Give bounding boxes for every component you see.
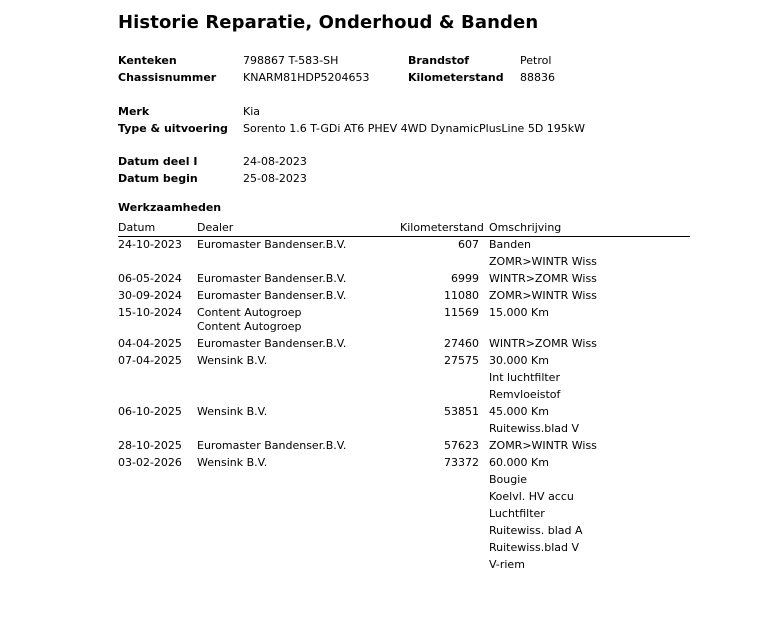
- description-line: ZOMR>WINTR Wiss: [489, 255, 597, 268]
- chassisnummer-value: KNARM81HDP5204653: [243, 71, 370, 84]
- chassisnummer-label: Chassisnummer: [118, 71, 217, 84]
- brandstof-label: Brandstof: [408, 54, 470, 67]
- cell-datum: 06-05-2024: [118, 272, 182, 285]
- cell-dealer: Content Autogroep Content Autogroep: [197, 306, 302, 333]
- cell-dealer: Wensink B.V.: [197, 456, 268, 469]
- kilometerstand-value: 88836: [520, 71, 555, 84]
- cell-datum: 15-10-2024: [118, 306, 182, 319]
- description-line: Remvloeistof: [489, 388, 561, 401]
- description-line: Ruitewiss.blad V: [489, 422, 580, 435]
- table-row: [118, 354, 690, 405]
- werkzaamheden-title: Werkzaamheden: [118, 201, 222, 214]
- datum-begin-value: 25-08-2023: [243, 172, 307, 185]
- column-header-kilometerstand: Kilometerstand: [400, 221, 484, 234]
- column-header-dealer: Dealer: [197, 221, 234, 234]
- description-line: Luchtfilter: [489, 507, 545, 520]
- cell-omschrijving: [489, 272, 689, 289]
- cell-omschrijving: [489, 439, 689, 456]
- cell-kilometerstand: 27460: [444, 337, 479, 350]
- cell-dealer: Euromaster Bandenser.B.V.: [197, 238, 347, 251]
- cell-omschrijving: [489, 306, 689, 323]
- kenteken-value: 798867 T-583-SH: [243, 54, 339, 67]
- type-uitvoering-label: Type & uitvoering: [118, 122, 228, 135]
- kilometerstand-label: Kilometerstand: [408, 71, 504, 84]
- cell-omschrijving: [489, 337, 689, 354]
- cell-kilometerstand: 57623: [444, 439, 479, 452]
- werkzaamheden-table: [118, 238, 690, 575]
- cell-datum: 24-10-2023: [118, 238, 182, 251]
- description-line: ZOMR>WINTR Wiss: [489, 289, 597, 302]
- cell-datum: 28-10-2025: [118, 439, 182, 452]
- cell-omschrijving: [489, 354, 689, 405]
- description-line: V-riem: [489, 558, 525, 571]
- datum-deel-label: Datum deel I: [118, 155, 198, 168]
- cell-datum: 04-04-2025: [118, 337, 182, 350]
- description-line: WINTR>ZOMR Wiss: [489, 337, 597, 350]
- table-row: [118, 306, 690, 337]
- description-line: 60.000 Km: [489, 456, 549, 469]
- cell-kilometerstand: 53851: [444, 405, 479, 418]
- cell-kilometerstand: 607: [458, 238, 479, 251]
- type-uitvoering-value: Sorento 1.6 T-GDi AT6 PHEV 4WD DynamicPlusLine 5D 195kW: [243, 122, 586, 135]
- cell-datum: 03-02-2026: [118, 456, 182, 469]
- table-header: [118, 220, 690, 237]
- table-row: [118, 289, 690, 306]
- datum-begin-label: Datum begin: [118, 172, 198, 185]
- table-row: [118, 272, 690, 289]
- header-divider: [118, 236, 690, 237]
- cell-omschrijving: [489, 456, 689, 575]
- cell-dealer: Euromaster Bandenser.B.V.: [197, 439, 347, 452]
- cell-dealer: Euromaster Bandenser.B.V.: [197, 289, 347, 302]
- description-line: Ruitewiss. blad A: [489, 524, 583, 537]
- column-header-omschrijving: Omschrijving: [489, 221, 562, 234]
- cell-datum: 30-09-2024: [118, 289, 182, 302]
- cell-omschrijving: [489, 405, 689, 439]
- description-line: 45.000 Km: [489, 405, 549, 418]
- kenteken-label: Kenteken: [118, 54, 177, 67]
- cell-kilometerstand: 11080: [444, 289, 479, 302]
- description-line: Koelvl. HV accu: [489, 490, 574, 503]
- column-header-datum: Datum: [118, 221, 156, 234]
- table-row: [118, 456, 690, 575]
- description-line: ZOMR>WINTR Wiss: [489, 439, 597, 452]
- description-line: Bougie: [489, 473, 528, 486]
- description-line: WINTR>ZOMR Wiss: [489, 272, 597, 285]
- description-line: Banden: [489, 238, 531, 251]
- brandstof-value: Petrol: [520, 54, 552, 67]
- page-title: Historie Reparatie, Onderhoud & Banden: [118, 12, 539, 33]
- cell-dealer: Euromaster Bandenser.B.V.: [197, 337, 347, 350]
- merk-label: Merk: [118, 105, 150, 118]
- cell-kilometerstand: 27575: [444, 354, 479, 367]
- cell-datum: 07-04-2025: [118, 354, 182, 367]
- description-line: Int luchtfilter: [489, 371, 560, 384]
- cell-kilometerstand: 11569: [444, 306, 479, 319]
- cell-datum: 06-10-2025: [118, 405, 182, 418]
- cell-dealer: Wensink B.V.: [197, 354, 268, 367]
- cell-kilometerstand: 73372: [444, 456, 479, 469]
- cell-omschrijving: [489, 289, 689, 306]
- datum-deel-value: 24-08-2023: [243, 155, 307, 168]
- table-row: [118, 337, 690, 354]
- description-line: Ruitewiss.blad V: [489, 541, 580, 554]
- description-line: 30.000 Km: [489, 354, 549, 367]
- cell-kilometerstand: 6999: [451, 272, 479, 285]
- table-row: [118, 405, 690, 439]
- table-row: [118, 238, 690, 272]
- description-line: 15.000 Km: [489, 306, 549, 319]
- cell-dealer: Euromaster Bandenser.B.V.: [197, 272, 347, 285]
- cell-dealer: Wensink B.V.: [197, 405, 268, 418]
- cell-omschrijving: [489, 238, 689, 272]
- table-row: [118, 439, 690, 456]
- merk-value: Kia: [243, 105, 261, 118]
